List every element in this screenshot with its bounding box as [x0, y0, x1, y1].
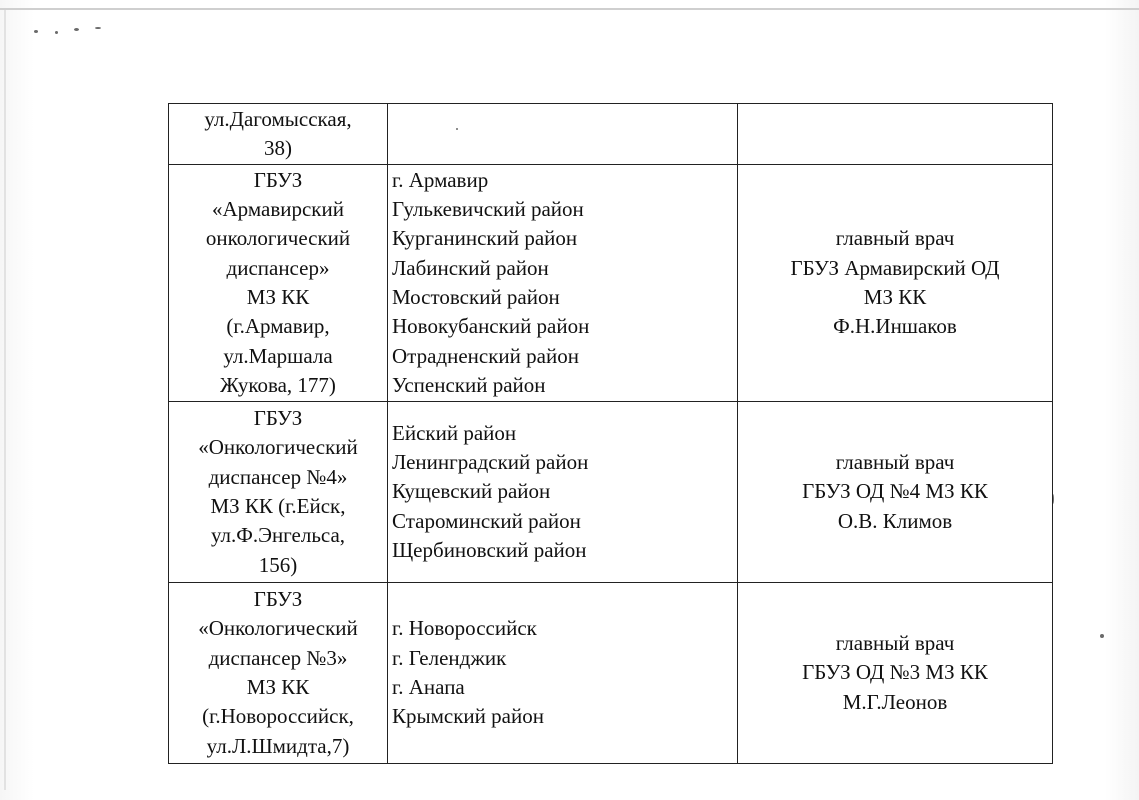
cell-text-line: «Онкологический — [198, 435, 358, 460]
cell-text-line: Отрадненский район — [392, 343, 579, 368]
scan-speck — [1100, 634, 1104, 638]
cell-text-line: онкологический — [205, 226, 351, 251]
cell-text-line: диспансер №3» — [208, 645, 348, 670]
cell-text-line: 38) — [264, 136, 292, 160]
cell-text-line: Жукова, 177) — [220, 372, 336, 397]
cell-text-line: Ленинградский район — [392, 450, 589, 475]
table-row — [169, 583, 1053, 764]
cell-text-line: ГБУЗ — [253, 406, 303, 431]
cell-text-line: Успенский район — [392, 372, 546, 397]
cell-text-line: Ейский район — [392, 420, 517, 445]
institution-cell — [169, 104, 388, 165]
cell-text-line: ул.Л.Шмидта,7) — [206, 733, 350, 758]
cell-text-line: Кущевский район — [392, 479, 551, 504]
cell-text-line: г. Новороссийск — [392, 616, 537, 641]
scan-speck — [55, 31, 58, 34]
cell-text-line: ГБУЗ ОД №4 МЗ КК — [802, 479, 988, 504]
cell-text-line: «Армавирский — [212, 197, 344, 222]
cell-text-line: 156) — [258, 552, 298, 577]
cell-text-line: главный врач — [835, 631, 955, 656]
institution-cell — [169, 583, 388, 764]
cell-text-line: М.Г.Леонов — [842, 689, 948, 714]
cell-text-line: ГБУЗ ОД №3 МЗ КК — [802, 660, 988, 685]
cell-text-line: МЗ КК — [246, 675, 310, 699]
cell-text-line: Мостовский район — [392, 285, 560, 309]
service-areas-cell — [388, 165, 738, 402]
scan-speck — [74, 28, 79, 31]
oncology-dispensary-table — [168, 103, 1053, 764]
cell-text-line: ГБУЗ — [253, 587, 303, 612]
service-areas-cell — [388, 402, 738, 583]
cell-text-line: г. Геленджик — [392, 645, 507, 670]
cell-text-line: Щербиновский район — [392, 537, 587, 562]
table-row — [169, 402, 1053, 583]
responsible-person-cell — [738, 165, 1053, 402]
table-row — [169, 104, 1053, 165]
scan-speck — [95, 27, 101, 29]
scan-edge-top — [0, 8, 1139, 10]
cell-text-line: главный врач — [835, 226, 955, 251]
cell-text-line: МЗ КК — [246, 285, 310, 309]
cell-text-line: (г.Армавир, — [226, 314, 330, 339]
responsible-person-cell — [738, 402, 1053, 583]
cell-text-line: Ф.Н.Иншаков — [833, 314, 957, 339]
cell-text-line: Староминский район — [392, 508, 581, 533]
responsible-person-cell — [738, 583, 1053, 764]
cell-text-line: Лабинский район — [392, 255, 549, 280]
cell-text-line: ГБУЗ Армавирский ОД — [790, 255, 1000, 280]
cell-text-line: (г.Новороссийск, — [202, 704, 354, 729]
cell-text-line: Гулькевичский район — [392, 197, 584, 222]
cell-text-line: диспансер» — [226, 255, 330, 280]
cell-text-line: ул.Маршала — [223, 343, 333, 368]
institution-cell — [169, 402, 388, 583]
scan-edge-left — [4, 10, 6, 790]
cell-text-line: ул.Ф.Энгельса, — [210, 523, 346, 548]
cell-text-line: Новокубанский район — [392, 314, 590, 339]
service-areas-cell — [388, 583, 738, 764]
cell-text-line: МЗ КК — [863, 285, 927, 309]
cell-text-line: г. Армавир — [392, 167, 489, 192]
cell-text-line: Крымский район — [392, 704, 544, 729]
table-row — [169, 165, 1053, 402]
responsible-person-cell — [738, 104, 1053, 165]
cell-text-line: ГБУЗ — [253, 167, 303, 192]
scan-speck — [34, 30, 38, 33]
cell-text-line: «Онкологический — [198, 616, 358, 641]
institution-cell — [169, 165, 388, 402]
service-areas-cell — [388, 104, 738, 165]
cell-text-line: главный врач — [835, 450, 955, 475]
cell-text-line: ул.Дагомысская, — [204, 106, 352, 131]
cell-text-line: О.В. Климов — [837, 508, 953, 533]
cell-text-line: г. Анапа — [392, 675, 465, 699]
cell-text-line: МЗ КК (г.Ейск, — [210, 494, 346, 518]
cell-text-line: Курганинский район — [392, 226, 578, 251]
cell-text-line: диспансер №4» — [208, 464, 348, 489]
